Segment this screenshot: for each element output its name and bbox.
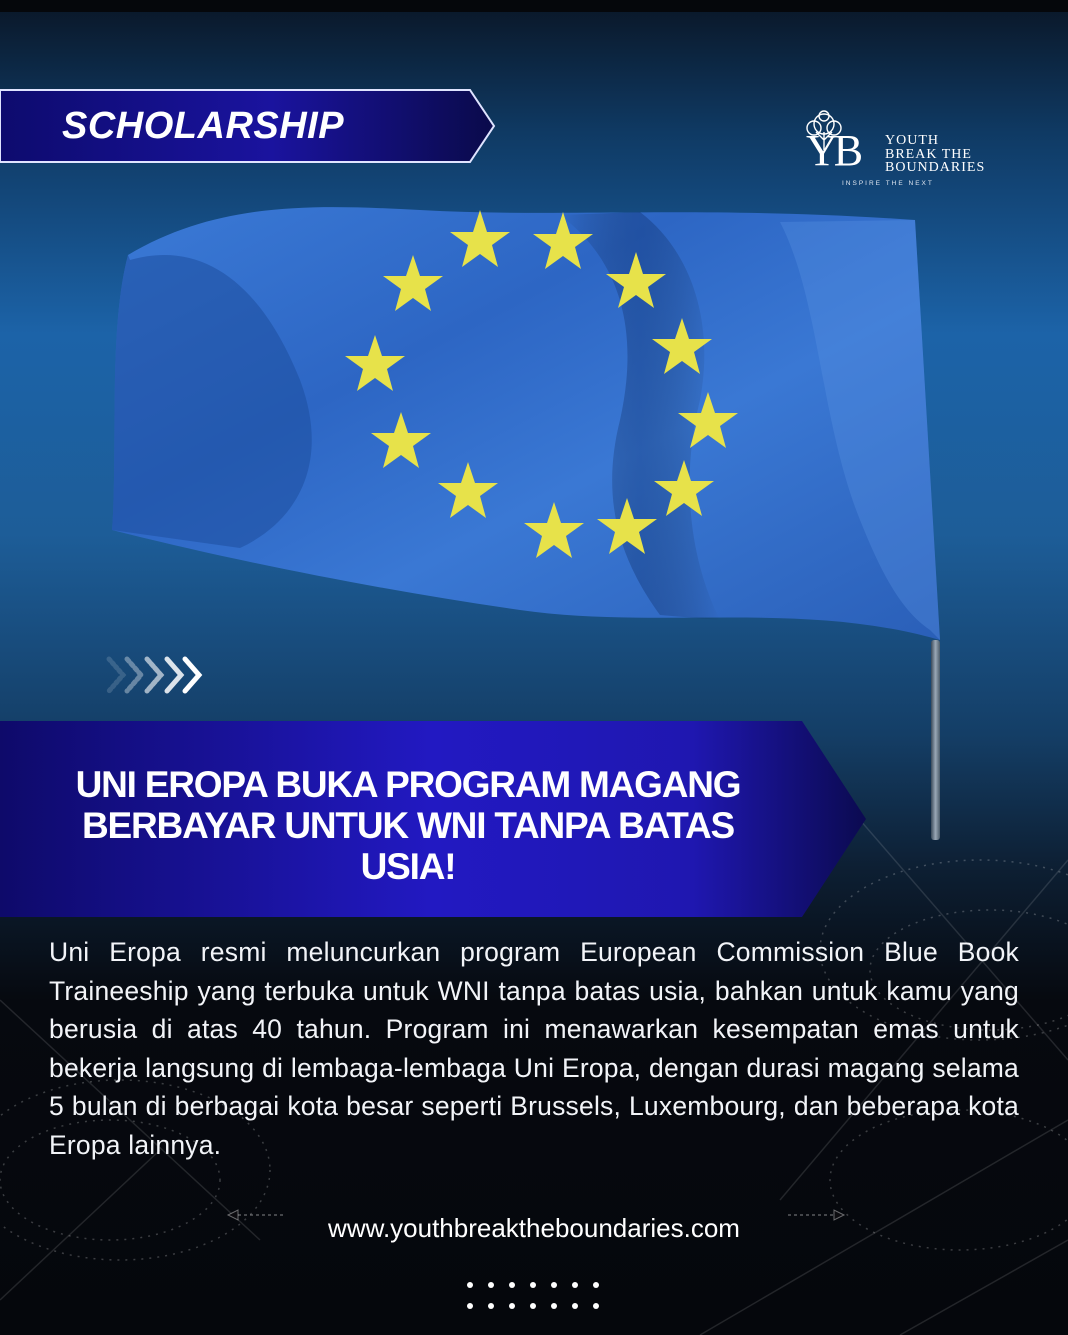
headline: UNI EROPA BUKA PROGRAM MAGANG BERBAYAR UNTUK WNI TANPA BATAS USIA! [75,764,741,887]
logo-wordmark [885,134,985,175]
logo-monogram: YB [806,126,860,175]
logo-line-2: BREAK THE [885,146,972,162]
website-url[interactable]: www.youthbreaktheboundaries.com [328,1213,740,1243]
dot-grid [466,1281,602,1311]
logo-line-1: YOUTH [885,133,939,148]
body-paragraph: Uni Eropa resmi meluncurkan program European Commission Blue Book Traineeship yang terbuka untuk WNI tanpa batas usia, bahkan untuk kamu yang berusia di atas 40 tahun. Program ini menawarkan kesempatan emas untuk bekerja langsung di lembaga-lembaga Uni Eropa, dengan durasi magang selama 5 bulan di berbagai kota besar seperti Brussels, Luxembourg, dan beberapa kota Eropa lainnya. [49,937,1019,1160]
category-label: SCHOLARSHIP [62,105,345,147]
logo-line-3: BOUNDARIES [885,160,986,175]
flag-pole [931,640,940,840]
logo-tagline: INSPIRE THE NEXT [842,180,934,187]
chevrons-right-icon [105,655,205,695]
arrow-right-icon [786,1208,846,1222]
